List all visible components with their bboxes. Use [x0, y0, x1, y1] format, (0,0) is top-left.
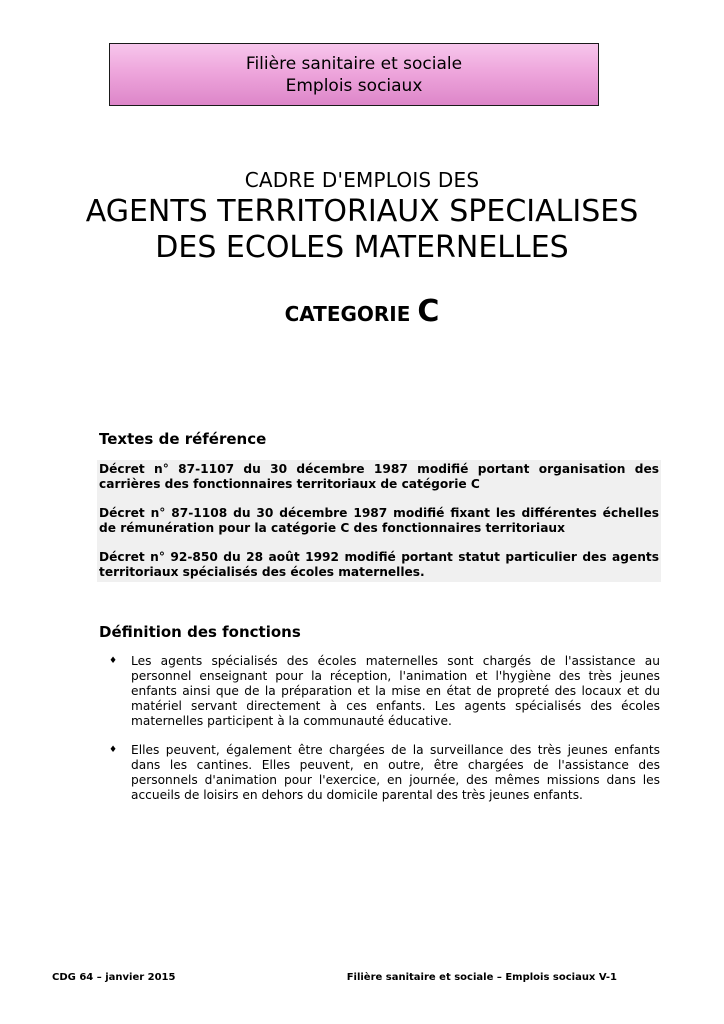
banner-line-2: Emplois sociaux — [285, 75, 423, 96]
list-item — [109, 743, 660, 803]
definition-list — [109, 654, 660, 803]
categorie-heading — [0, 294, 724, 329]
main-title-line-1: AGENTS TERRITORIAUX SPECIALISES — [85, 194, 639, 229]
banner-line-1: Filière sanitaire et sociale — [245, 53, 463, 74]
definition-title: Définition des fonctions — [99, 623, 301, 641]
main-title-line-2: DES ECOLES MATERNELLES — [155, 230, 569, 265]
header-banner — [109, 43, 599, 106]
reference-item: Décret n° 87-1108 du 30 décembre 1987 modifié fixant les différentes échelles de rémunération pour la catégorie C des fonctionnaires territoriaux — [99, 506, 659, 535]
reference-item: Décret n° 92-850 du 28 août 1992 modifié portant statut particulier des agents territoriaux spécialisés des écoles maternelles. — [99, 550, 659, 579]
list-item-text: Les agents spécialisés des écoles maternelles sont chargés de l'assistance au personnel enseignant pour la réception, l'animation et l'hygiène des très jeunes enfants ainsi que de la préparation et la mise en état de propreté des locaux et du matériel servant directement à ces enfants. Les agents spécialisés des écoles maternelles participent à la communauté éducative. — [131, 654, 660, 728]
footer-right: Filière sanitaire et sociale – Emplois sociaux V-1 — [346, 972, 617, 983]
list-item — [109, 654, 660, 729]
categorie-label: CATEGORIE — [284, 302, 411, 326]
categorie-letter: C — [417, 294, 440, 329]
list-item-text: Elles peuvent, également être chargées de la surveillance des très jeunes enfants dans les cantines. Elles peuvent, en outre, être chargées de l'assistance des personnels d'animation pour l'exercice, en journée, des mêmes missions dans les accueils de loisirs en dehors du domicile parental des très jeunes enfants. — [131, 743, 660, 802]
cadre-heading: CADRE D'EMPLOIS DES — [244, 168, 480, 192]
reference-item: Décret n° 87-1107 du 30 décembre 1987 modifié portant organisation des carrières des fonctionnaires territoriaux de catégorie C — [99, 462, 659, 491]
diamond-bullet-icon: ♦ — [109, 656, 118, 666]
footer-left: CDG 64 – janvier 2015 — [52, 972, 176, 983]
main-title — [0, 194, 724, 266]
references-title: Textes de référence — [99, 430, 267, 448]
diamond-bullet-icon: ♦ — [109, 745, 118, 755]
references-box — [97, 460, 661, 582]
